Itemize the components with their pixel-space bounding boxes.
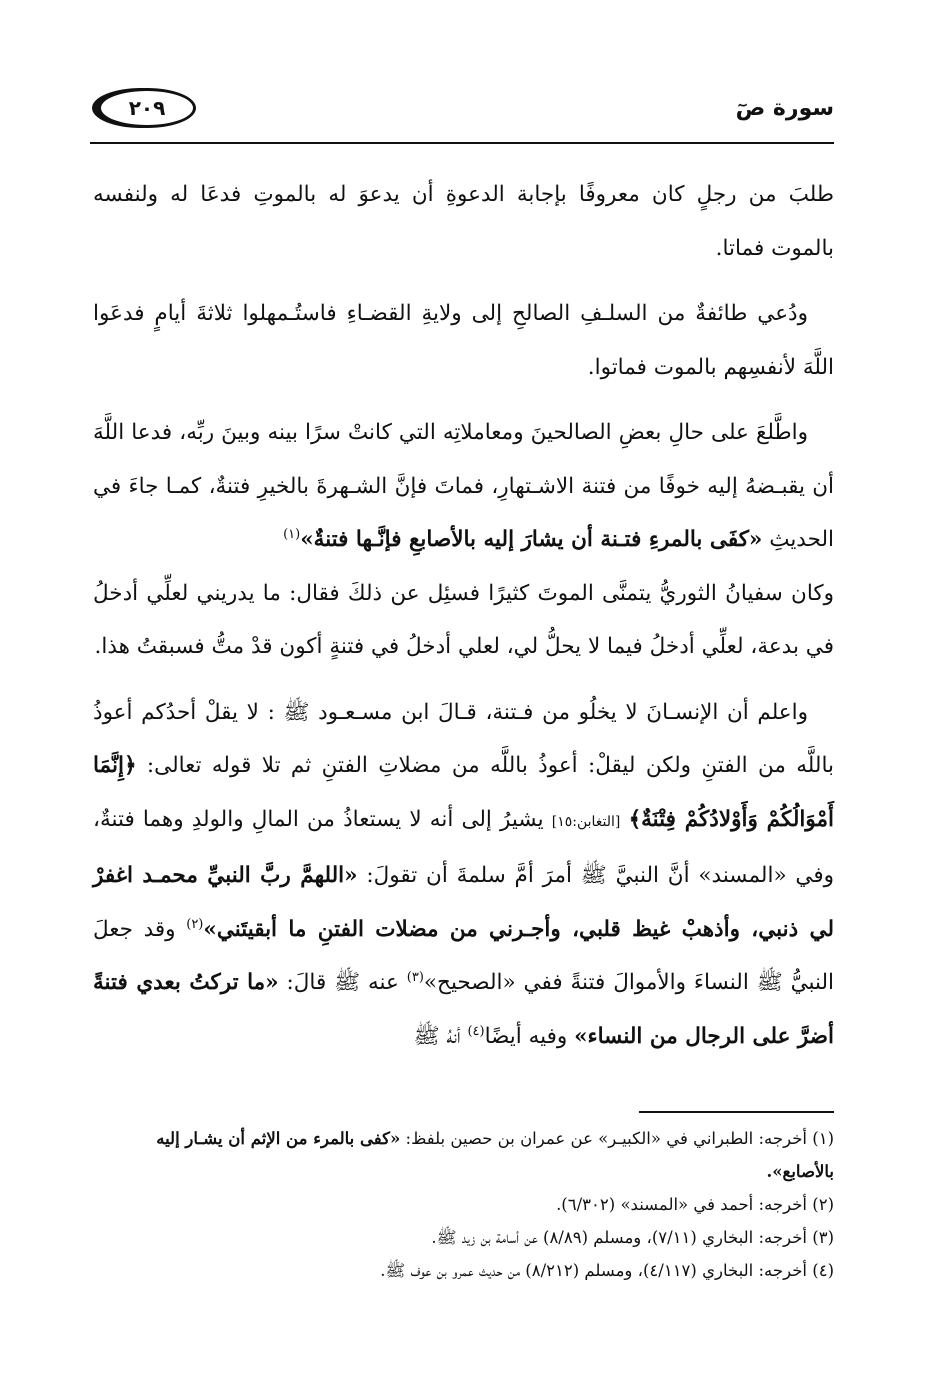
footnote-ref-3: (٣) xyxy=(406,969,424,985)
paragraph-3 xyxy=(93,406,834,567)
footnote-2 xyxy=(93,1188,834,1221)
paragraph-5-part6: أنهُ ﷺ xyxy=(413,1023,468,1049)
footnote-3 xyxy=(93,1221,834,1254)
footnotes xyxy=(93,1122,834,1287)
footnote-ref-1: (١) xyxy=(283,526,301,542)
footnote-2-text: أخرجه: أحمد في «المسند» (٦/٣٠٢). xyxy=(556,1195,807,1214)
footnote-4-text: أخرجه: البخاري (٤/١١٧)، ومسلم (٨/٢١٢) من حديث عمرو بن عوف ﷺ. xyxy=(380,1261,807,1280)
paragraph-4-text: وكان سفيانُ الثوريُّ يتمنَّى الموتَ كثيرًا فسئِل عن ذلكَ فقال: ما يدريني لعلِّي أدخلُ في بدعة، لعلِّي أدخلُ فيما لا يحلُّ لي، لعلي أدخلُ في فتنةٍ أكون قدْ متُّ فسبقتُ هذا. xyxy=(93,580,834,659)
footnote-ref-4: (٤) xyxy=(467,1023,485,1039)
paragraph-5-part5: وفيه أيضًا xyxy=(484,1023,575,1049)
footnote-4 xyxy=(93,1254,834,1287)
paragraph-2-text: ودُعي طائفةٌ من السلـفِ الصالحِ إلى ولايةِ القضـاءِ فاستُـمهلوا ثلاثةَ أيامٍ فدعَوا اللَّهَ لأنفسِهم بالموت فماتوا. xyxy=(93,301,834,380)
paragraph-5-part4: عنه ﷺ قالَ: xyxy=(278,970,407,995)
surah-title: سورة صٓ xyxy=(735,96,834,121)
footnote-1 xyxy=(93,1122,834,1188)
footnote-ref-2: (٢) xyxy=(186,916,204,932)
hadith-quote-1: «كفَى بالمرءِ فتـنة أن يشارَ إليه بالأصابعِ فإنَّـها فتنةٌ» xyxy=(300,527,763,552)
page-header xyxy=(90,80,834,140)
header-rule xyxy=(90,142,834,144)
paragraph-5 xyxy=(93,686,834,1064)
quran-verse: ﴿إِنَّمَا أَمْوَالُكُمْ وَأَوْلادُكُمْ فِتْنَةٌ﴾ xyxy=(93,753,834,832)
footnote-3-text: أخرجه: البخاري (٧/١١)، ومسلم (٨/٨٩) عن أسامة بن زيد ﷺ. xyxy=(431,1228,807,1247)
verse-reference: [التغابن:١٥] xyxy=(551,813,621,830)
footnote-1-text: أخرجه: الطبراني في «الكبيـر» عن عمران بن حصين بلفظ: xyxy=(400,1129,807,1148)
footnote-1-quote: «كفى بالمرء من الإثم أن يشـار إليه بالأصابع». xyxy=(156,1129,834,1181)
hadith-quote-2: «ما تركتُ بعدي فتنةً أضرَّ على الرجال من النساء» xyxy=(93,970,834,1049)
paragraph-5-part2: يشيرُ إلى أنه لا يستعاذُ من المالِ والولدِ وهما فتنةٌ، وفي «المسند» أنَّ النبيَّ ﷺ أمرَ أمَّ سلمةَ أن تقولَ: xyxy=(93,806,834,888)
page-number-badge xyxy=(98,88,196,128)
paragraph-5-part3: وقد جعلَ النبيُّ ﷺ النساءَ والأموالَ فتنةً ففي «الصحيح» xyxy=(93,916,834,995)
paragraph-1-text: طلبَ من رجلٍ كان معروفًا بإجابة الدعوةِ أن يدعوَ له بالموتِ فدعَا له ولنفسه بالموت فماتا. xyxy=(93,182,834,261)
paragraph-3-text: واطَّلعَ على حالِ بعضِ الصالحينَ ومعاملاتِه التي كانتْ سرًا بينه وبينَ ربِّه، فدعا اللَّهَ أن يقبـضهُ إليه خوفًا من فتنة الاشـتهارِ، فماتَ فإنَّ الشـهرةَ بالخيرِ فتنةٌ، كمـا جاءَ في الحديثِ xyxy=(93,420,834,552)
paragraph-1 xyxy=(93,168,834,275)
footnote-2-number: (٢) xyxy=(812,1195,834,1214)
main-text xyxy=(93,168,834,1063)
paragraph-5-part1: واعلم أن الإنسـانَ لا يخلُو من فـتنة، قـالَ ابن مسـعـود ﷺ : لا يقلْ أحدُكم أعوذُ باللَّه من الفتنِ ولكن ليقلْ: أعوذُ باللَّه من مضلاتِ الفتنِ ثم تلا قوله تعالى: xyxy=(93,699,834,778)
footnote-4-number: (٤) xyxy=(812,1261,834,1280)
paragraph-4 xyxy=(93,567,834,674)
footnote-3-number: (٣) xyxy=(812,1228,834,1247)
page-number: ٢٠٩ xyxy=(128,96,166,120)
footnote-1-number: (١) xyxy=(812,1129,834,1148)
paragraph-2 xyxy=(93,287,834,394)
dua-quote: «اللهمَّ ربَّ النبيِّ محمـد اغفرْ لي ذنبي، وأذهبْ غيظ قلبي، وأجـرني من مضلات الفتنِ ما أبقيتَني» xyxy=(93,863,834,942)
footnote-separator xyxy=(639,1111,834,1113)
